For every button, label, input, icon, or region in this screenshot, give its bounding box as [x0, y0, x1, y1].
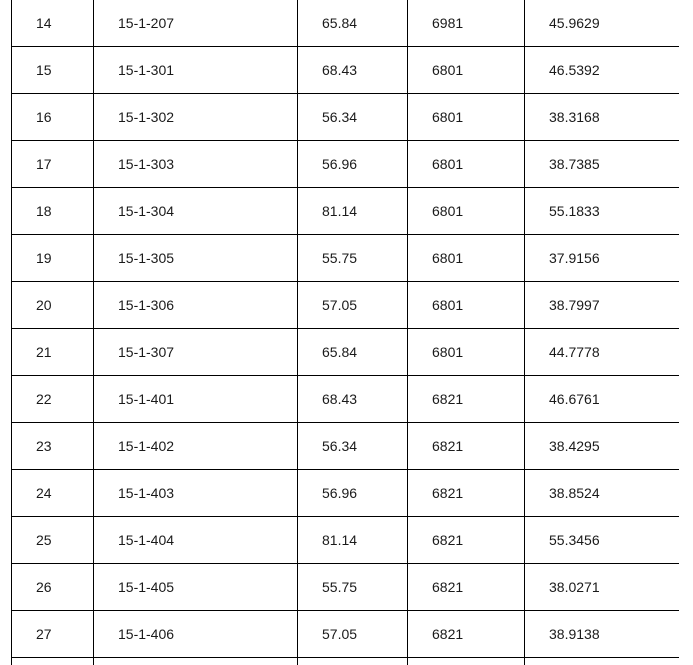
total-price-cell: 46.5392	[525, 47, 680, 94]
room-number-cell: 15-1-306	[94, 282, 298, 329]
row-number-cell: 23	[12, 423, 94, 470]
total-price-cell: 55.3456	[525, 517, 680, 564]
table-row	[12, 47, 680, 94]
table-row	[12, 0, 680, 47]
row-number-cell	[12, 658, 94, 665]
table-row	[12, 141, 680, 188]
table-row	[12, 611, 680, 658]
table-body	[12, 0, 680, 665]
area-cell: 65.84	[298, 0, 408, 47]
total-price-cell	[525, 658, 680, 665]
total-price-cell: 38.8524	[525, 470, 680, 517]
total-price-cell: 38.0271	[525, 564, 680, 611]
area-cell: 81.14	[298, 188, 408, 235]
total-price-cell: 55.1833	[525, 188, 680, 235]
unit-price-cell: 6821	[408, 517, 525, 564]
area-cell: 57.05	[298, 611, 408, 658]
total-price-cell: 38.3168	[525, 94, 680, 141]
room-number-cell: 15-1-301	[94, 47, 298, 94]
table-row	[12, 470, 680, 517]
room-number-cell: 15-1-302	[94, 94, 298, 141]
unit-price-cell: 6801	[408, 141, 525, 188]
total-price-cell: 38.4295	[525, 423, 680, 470]
total-price-cell: 44.7778	[525, 329, 680, 376]
total-price-cell: 38.9138	[525, 611, 680, 658]
table-row	[12, 658, 680, 665]
row-number-cell: 18	[12, 188, 94, 235]
unit-price-cell: 6801	[408, 47, 525, 94]
row-number-cell: 26	[12, 564, 94, 611]
room-number-cell: 15-1-303	[94, 141, 298, 188]
room-number-cell: 15-1-305	[94, 235, 298, 282]
room-number-cell: 15-1-207	[94, 0, 298, 47]
area-cell: 81.14	[298, 517, 408, 564]
table-row	[12, 564, 680, 611]
table-row	[12, 376, 680, 423]
room-number-cell: 15-1-304	[94, 188, 298, 235]
area-cell	[298, 658, 408, 665]
document-page	[11, 0, 679, 665]
unit-price-cell: 6801	[408, 94, 525, 141]
area-cell: 55.75	[298, 564, 408, 611]
row-number-cell: 19	[12, 235, 94, 282]
unit-price-cell: 6821	[408, 470, 525, 517]
row-number-cell: 14	[12, 0, 94, 47]
unit-price-cell: 6801	[408, 235, 525, 282]
row-number-cell: 15	[12, 47, 94, 94]
area-cell: 57.05	[298, 282, 408, 329]
area-cell: 55.75	[298, 235, 408, 282]
area-cell: 56.96	[298, 470, 408, 517]
room-number-cell: 15-1-401	[94, 376, 298, 423]
table-row	[12, 329, 680, 376]
row-number-cell: 24	[12, 470, 94, 517]
table-row	[12, 282, 680, 329]
area-cell: 56.34	[298, 94, 408, 141]
area-cell: 65.84	[298, 329, 408, 376]
table-row	[12, 235, 680, 282]
row-number-cell: 22	[12, 376, 94, 423]
unit-price-cell: 6821	[408, 564, 525, 611]
unit-price-cell: 6801	[408, 282, 525, 329]
unit-price-cell: 6821	[408, 611, 525, 658]
table-row	[12, 94, 680, 141]
room-number-cell: 15-1-404	[94, 517, 298, 564]
table-row	[12, 423, 680, 470]
unit-price-cell	[408, 658, 525, 665]
table-row	[12, 517, 680, 564]
row-number-cell: 25	[12, 517, 94, 564]
row-number-cell: 20	[12, 282, 94, 329]
row-number-cell: 21	[12, 329, 94, 376]
unit-price-cell: 6821	[408, 376, 525, 423]
row-number-cell: 27	[12, 611, 94, 658]
room-number-cell: 15-1-406	[94, 611, 298, 658]
data-table	[11, 0, 679, 665]
total-price-cell: 46.6761	[525, 376, 680, 423]
row-number-cell: 17	[12, 141, 94, 188]
table-row	[12, 188, 680, 235]
total-price-cell: 38.7385	[525, 141, 680, 188]
total-price-cell: 37.9156	[525, 235, 680, 282]
room-number-cell: 15-1-403	[94, 470, 298, 517]
unit-price-cell: 6821	[408, 423, 525, 470]
unit-price-cell: 6981	[408, 0, 525, 47]
area-cell: 56.96	[298, 141, 408, 188]
total-price-cell: 38.7997	[525, 282, 680, 329]
row-number-cell: 16	[12, 94, 94, 141]
room-number-cell: 15-1-402	[94, 423, 298, 470]
unit-price-cell: 6801	[408, 188, 525, 235]
room-number-cell: 15-1-405	[94, 564, 298, 611]
area-cell: 68.43	[298, 376, 408, 423]
room-number-cell	[94, 658, 298, 665]
room-number-cell: 15-1-307	[94, 329, 298, 376]
area-cell: 68.43	[298, 47, 408, 94]
area-cell: 56.34	[298, 423, 408, 470]
total-price-cell: 45.9629	[525, 0, 680, 47]
unit-price-cell: 6801	[408, 329, 525, 376]
